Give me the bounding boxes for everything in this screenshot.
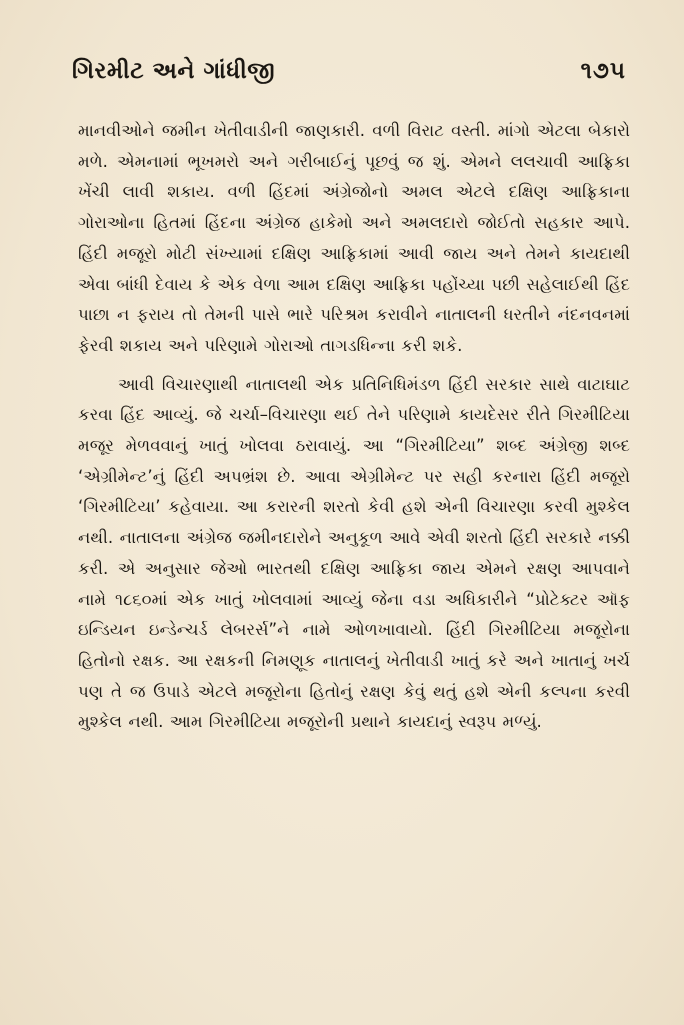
running-title: ગિરમીટ અને ગાંધીજી — [72, 58, 276, 84]
paragraph-2: આવી વિચારણાથી નાતાલથી એક પ્રતિનિધિમંડળ હિંદી સરકાર સાથે વાટાઘાટ કરવા હિંદ આવ્યું. જે ચર્ચા–વિચારણા થઈ તેને પરિણામે કાયદેસર રીતે ગિરમીટિયા મજૂર મેળવવાનું ખાતું ખોલવા ઠરાવાયું. આ “ગિરમીટિયા” શબ્દ અંગ્રેજી શબ્દ ‘એગ્રીમેન્ટ’નું હિંદી અપભ્રંશ છે. આવા એગ્રીમેન્ટ પર સહી કરનારા હિંદી મજૂરો ‘ગિરમીટિયા’ કહેવાયા. આ કરારની શરતો કેવી હશે એની વિચારણા કરવી મુશ્કેલ નથી. નાતાલના અંગ્રેજ જમીનદારોને અનુકૂળ આવે એવી શરતો હિંદી સરકારે નક્કી કરી. એ અનુસાર જેઓ ભારતથી દક્ષિણ આફ્રિકા જાય એમને રક્ષણ આપવાને નામે ૧૮૬૦માં એક ખાતું ખોલવામાં આવ્યું જેના વડા અધિકારીને “પ્રોટેક્ટર ઑફ ઇન્ડિયન ઇન્ડેન્ચર્ડ લેબરર્સ”ને નામે ઓળખાવાયો. હિંદી ગિરમીટિયા મજૂરોના હિતોનો રક્ષક. આ રક્ષકની નિમણૂક નાતાલનું ખેતીવાડી ખાતું કરે અને ખાતાનું ખર્ચ પણ તે જ ઉપાડે એટલે મજૂરોના હિતોનું રક્ષણ કેવું થતું હશે એની કલ્પના કરવી મુશ્કેલ નથી. આમ ગિરમીટિયા મજૂરોની પ્રથાને કાયદાનું સ્વરૂપ મળ્યું. — [78, 374, 630, 732]
running-header — [72, 58, 626, 98]
body-text — [78, 116, 630, 738]
paragraph-1: માનવીઓને જમીન ખેતીવાડીની જાણકારી. વળી વિરાટ વસ્તી. માંગો એટલા બેકારો મળે. એમનામાં ભૂખમરો અને ગરીબાઈનું પૂછવું જ શું. એમને લલચાવી આફ્રિકા ખેંચી લાવી શકાય. વળી હિંદમાં અંગ્રેજોનો અમલ એટલે દક્ષિણ આફ્રિકાના ગોરાઓના હિતમાં હિંદના અંગ્રેજ હાકેમો અને અમલદારો જોઈતો સહકાર આપે. હિંદી મજૂરો મોટી સંખ્યામાં દક્ષિણ આફ્રિકામાં આવી જાય અને તેમને કાયદાથી એવા બાંધી દેવાય કે એક વેળા આમ દક્ષિણ આફ્રિકા પહોંચ્યા પછી સહેલાઈથી હિંદ પાછા ન ફરાય તો તેમની પાસે ભારે પરિશ્રમ કરાવીને નાતાલની ધરતીને નંદનવનમાં ફેરવી શકાય અને પરિણામે ગોરાઓ તાગડધિન્ના કરી શકે. — [78, 121, 630, 355]
page-number: ૧૭૫ — [580, 58, 626, 84]
